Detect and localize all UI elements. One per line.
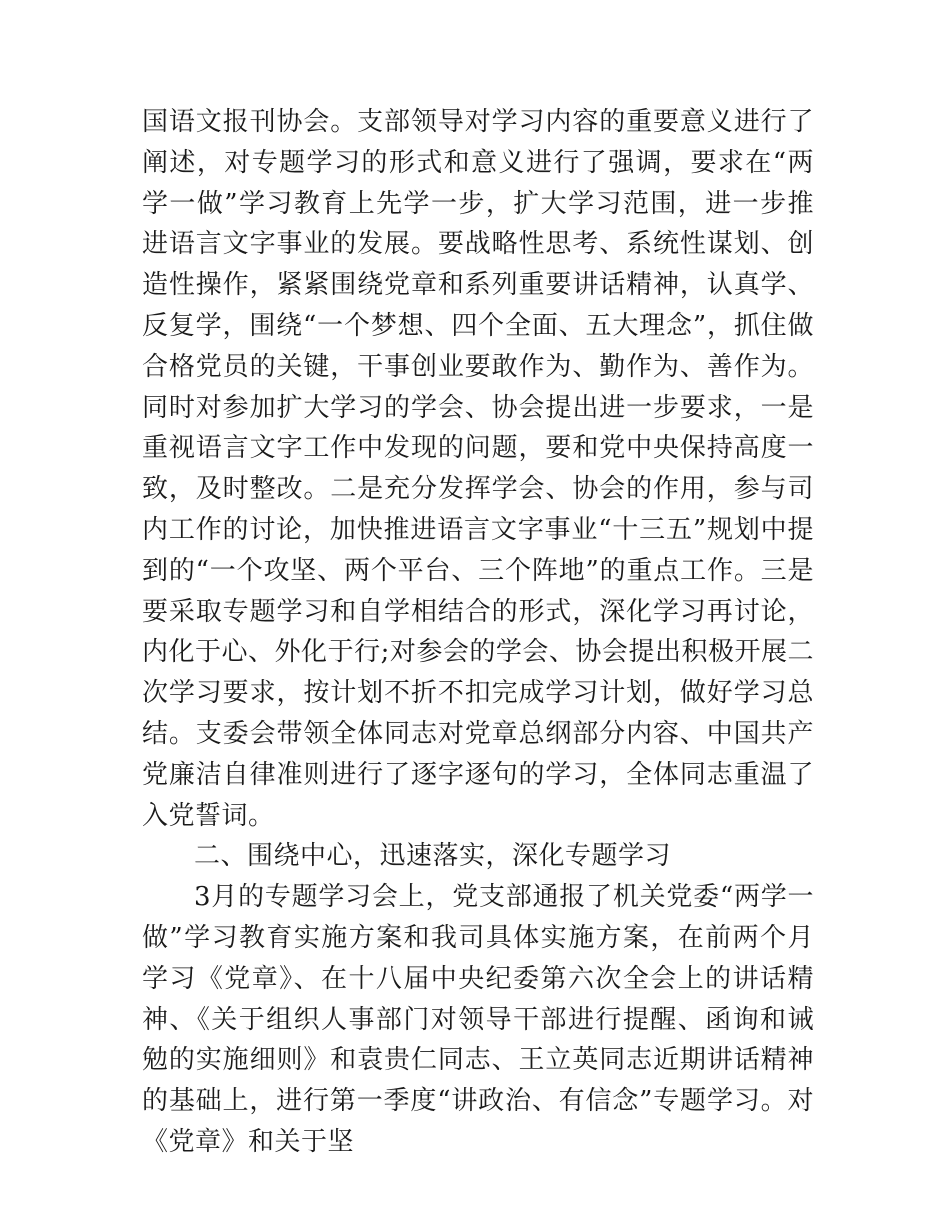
document-body [142, 102, 814, 1163]
paragraph-continued-text: 国语文报刊协会。支部领导对学习内容的重要意义进行了阐述，对专题学习的形式和意义进行了强调，要求在“两学一做”学习教育上先学一步，扩大学习范围，进一步推进语言文字事业的发展。要战略性思考、系统性谋划、创造性操作，紧紧围绕党章和系列重要讲话精神，认真学、反复学，围绕“一个梦想、四个全面、五大理念”，抓住做合格党员的关键，干事创业要敢作为、勤作为、善作为。同时对参加扩大学习的学会、协会提出进一步要求，一是重视语言文字工作中发现的问题，要和党中央保持高度一致，及时整改。二是充分发挥学会、协会的作用，参与司内工作的讨论，加快推进语言文字事业“十三五”规划中提到的“一个攻坚、两个平台、三个阵地”的重点工作。三是要采取专题学习和自学相结合的形式，深化学习再讨论，内化于心、外化于行;对参会的学会、协会提出积极开展二次学习要求，按计划不折不扣完成学习计划，做好学习总结。支委会带领全体同志对党章总纲部分内容、中国共产党廉洁自律准则进行了逐字逐句的学习，全体同志重温了入党誓词。 [142, 107, 814, 831]
paragraph-special-study: 3月的专题学习会上，党支部通报了机关党委“两学一做”学习教育实施方案和我司具体实施方案，在前两个月学习《党章》、在十八届中央纪委第六次全会上的讲话精神、《关于组织人事部门对领导干部进行提醒、函询和诫勉的实施细则》和袁贵仁同志、王立英同志近期讲话精神的基础上，进行第一季度“讲政治、有信念”专题学习。对《党章》和关于坚 [142, 882, 814, 1157]
section-heading: 二、围绕中心，迅速落实，深化专题学习 [194, 841, 672, 872]
